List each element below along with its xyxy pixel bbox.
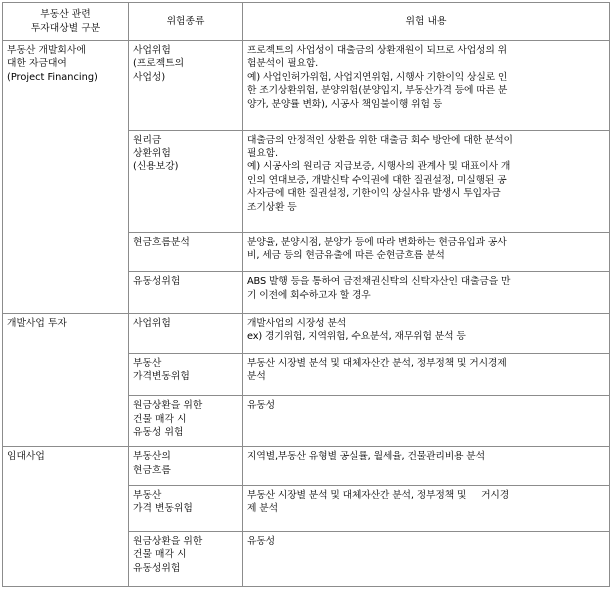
risk-type-line: 원금상환을 위한	[133, 535, 203, 547]
risk-content-line: 제 분석	[247, 503, 278, 515]
risk-content-line: 부동산 시장별 분석 및 대체자산간 분석, 정부정책 및 거시경제	[247, 357, 507, 369]
risk-type-line: 유동성 위험	[133, 427, 184, 439]
table-row	[3, 313, 610, 353]
header-risk-content: 위험 내용	[243, 3, 610, 41]
risk-content-line: 부동산 시장별 분석 및 대체자산간 분석, 정부정책 및 거시경	[247, 489, 510, 501]
header-category-line-1: 부동산 관련	[40, 9, 91, 21]
risk-content-line: 험분석이 필요함.	[247, 58, 319, 70]
risk-table	[2, 2, 610, 587]
risk-type-line: 상환위험	[133, 148, 171, 160]
risk-type-cell	[129, 396, 243, 447]
risk-content-cell	[243, 531, 610, 586]
table-row	[3, 447, 610, 486]
risk-content-cell	[243, 232, 610, 272]
risk-type-cell	[129, 130, 243, 232]
category-line: 임대사업	[7, 451, 45, 463]
risk-type-cell	[129, 313, 243, 353]
risk-type-line: 현금흐름분석	[133, 236, 190, 248]
risk-content-line: 사자금에 대한 질권설정, 기한이익 상실사유 발생시 투입자금	[247, 188, 501, 200]
risk-content-line: 기 이전에 회수하고자 할 경우	[247, 289, 371, 301]
category-line: 대한 자금대여	[7, 58, 67, 70]
table-row	[3, 41, 610, 131]
risk-content-line: 지역별,부동산 유형별 공실률, 월세율, 건물관리비용 분석	[247, 451, 485, 463]
header-category	[3, 3, 129, 41]
risk-type-cell	[129, 353, 243, 396]
risk-content-line: 한 조기상환위험, 분양위험(분양입지, 부동산가격 등에 따른 분	[247, 85, 508, 97]
risk-content-line: 프로젝트의 사업성이 대출금의 상환재원이 되므로 사업성의 위	[247, 45, 507, 56]
header-category-line-2: 투자대상별 구분	[30, 22, 101, 34]
risk-type-cell	[129, 41, 243, 131]
risk-type-line: 부동산	[133, 357, 162, 369]
risk-content-line: 비, 세금 등의 현금유출에 따른 순현금흐름 분석	[247, 250, 445, 262]
risk-content-line: 개발사업의 시장성 분석	[247, 317, 347, 329]
risk-type-line: (프로젝트의	[133, 58, 185, 70]
risk-content-line: 유동성	[247, 535, 275, 547]
risk-type-cell	[129, 531, 243, 586]
risk-type-cell	[129, 272, 243, 314]
risk-content-cell	[243, 485, 610, 531]
category-cell	[3, 447, 129, 587]
risk-content-line: 양가, 분양률 변화), 시공사 책임불이행 위험 등	[247, 98, 443, 110]
risk-type-line: (신용보강)	[133, 161, 179, 173]
risk-type-line: 건물 매각 시	[133, 413, 187, 425]
risk-content-line: 분석	[247, 370, 266, 382]
category-line: 개발사업 투자	[7, 317, 67, 329]
risk-type-line: 유동성위험	[133, 562, 181, 574]
risk-type-line: 가격변동위험	[133, 370, 190, 382]
risk-type-cell	[129, 447, 243, 486]
category-line: (Project Financing)	[7, 71, 98, 83]
risk-content-line: 필요함.	[247, 148, 278, 160]
risk-content-cell	[243, 396, 610, 447]
category-line: 부동산 개발회사에	[7, 45, 86, 56]
risk-type-line: 부동산	[133, 489, 162, 501]
risk-content-cell	[243, 447, 610, 486]
risk-content-line: ex) 경기위험, 지역위험, 수요분석, 재무위험 분석 등	[247, 331, 466, 343]
risk-content-line: 예) 시공사의 원리금 지급보증, 시행사의 관계사 및 대표이사 개	[247, 161, 511, 173]
risk-content-cell	[243, 41, 610, 131]
category-cell	[3, 313, 129, 446]
header-row	[3, 3, 610, 41]
risk-type-cell	[129, 232, 243, 272]
risk-type-line: 사업위험	[133, 45, 171, 56]
risk-type-line: 사업성)	[133, 71, 166, 83]
risk-type-line: 건물 매각 시	[133, 549, 187, 561]
table-body	[3, 41, 610, 587]
risk-content-line: 분양율, 분양시점, 분양가 등에 따라 변화하는 현금유입과 공사	[247, 236, 507, 248]
risk-content-cell	[243, 313, 610, 353]
risk-type-line: 원금상환을 위한	[133, 400, 203, 412]
risk-type-line: 가격 변동위험	[133, 503, 193, 515]
risk-type-line: 원리금	[133, 134, 162, 146]
header-risk-type: 위험종류	[129, 3, 243, 41]
risk-content-line: 유동성	[247, 400, 275, 412]
risk-content-line: 조기상환 등	[247, 201, 297, 213]
risk-content-cell	[243, 130, 610, 232]
risk-type-line: 현금흐름	[133, 464, 171, 476]
category-cell	[3, 41, 129, 314]
risk-content-cell	[243, 272, 610, 314]
risk-type-line: 사업위험	[133, 317, 171, 329]
risk-content-line: 대출금의 안정적인 상환을 위한 대출금 회수 방안에 대한 분석이	[247, 134, 513, 146]
risk-content-line: 예) 사업인허가위험, 사업지연위험, 시행사 기한이익 상실로 인	[247, 71, 508, 83]
risk-content-line: ABS 발행 등을 통하여 금전채권신탁의 신탁자산인 대출금을 만	[247, 276, 511, 288]
risk-type-line: 유동성위험	[133, 276, 181, 288]
risk-type-line: 부동산의	[133, 451, 171, 463]
risk-content-cell	[243, 353, 610, 396]
risk-type-cell	[129, 485, 243, 531]
risk-content-line: 인의 연대보증, 개발신탁 수익권에 대한 질권설정, 미실행된 공	[247, 174, 507, 186]
